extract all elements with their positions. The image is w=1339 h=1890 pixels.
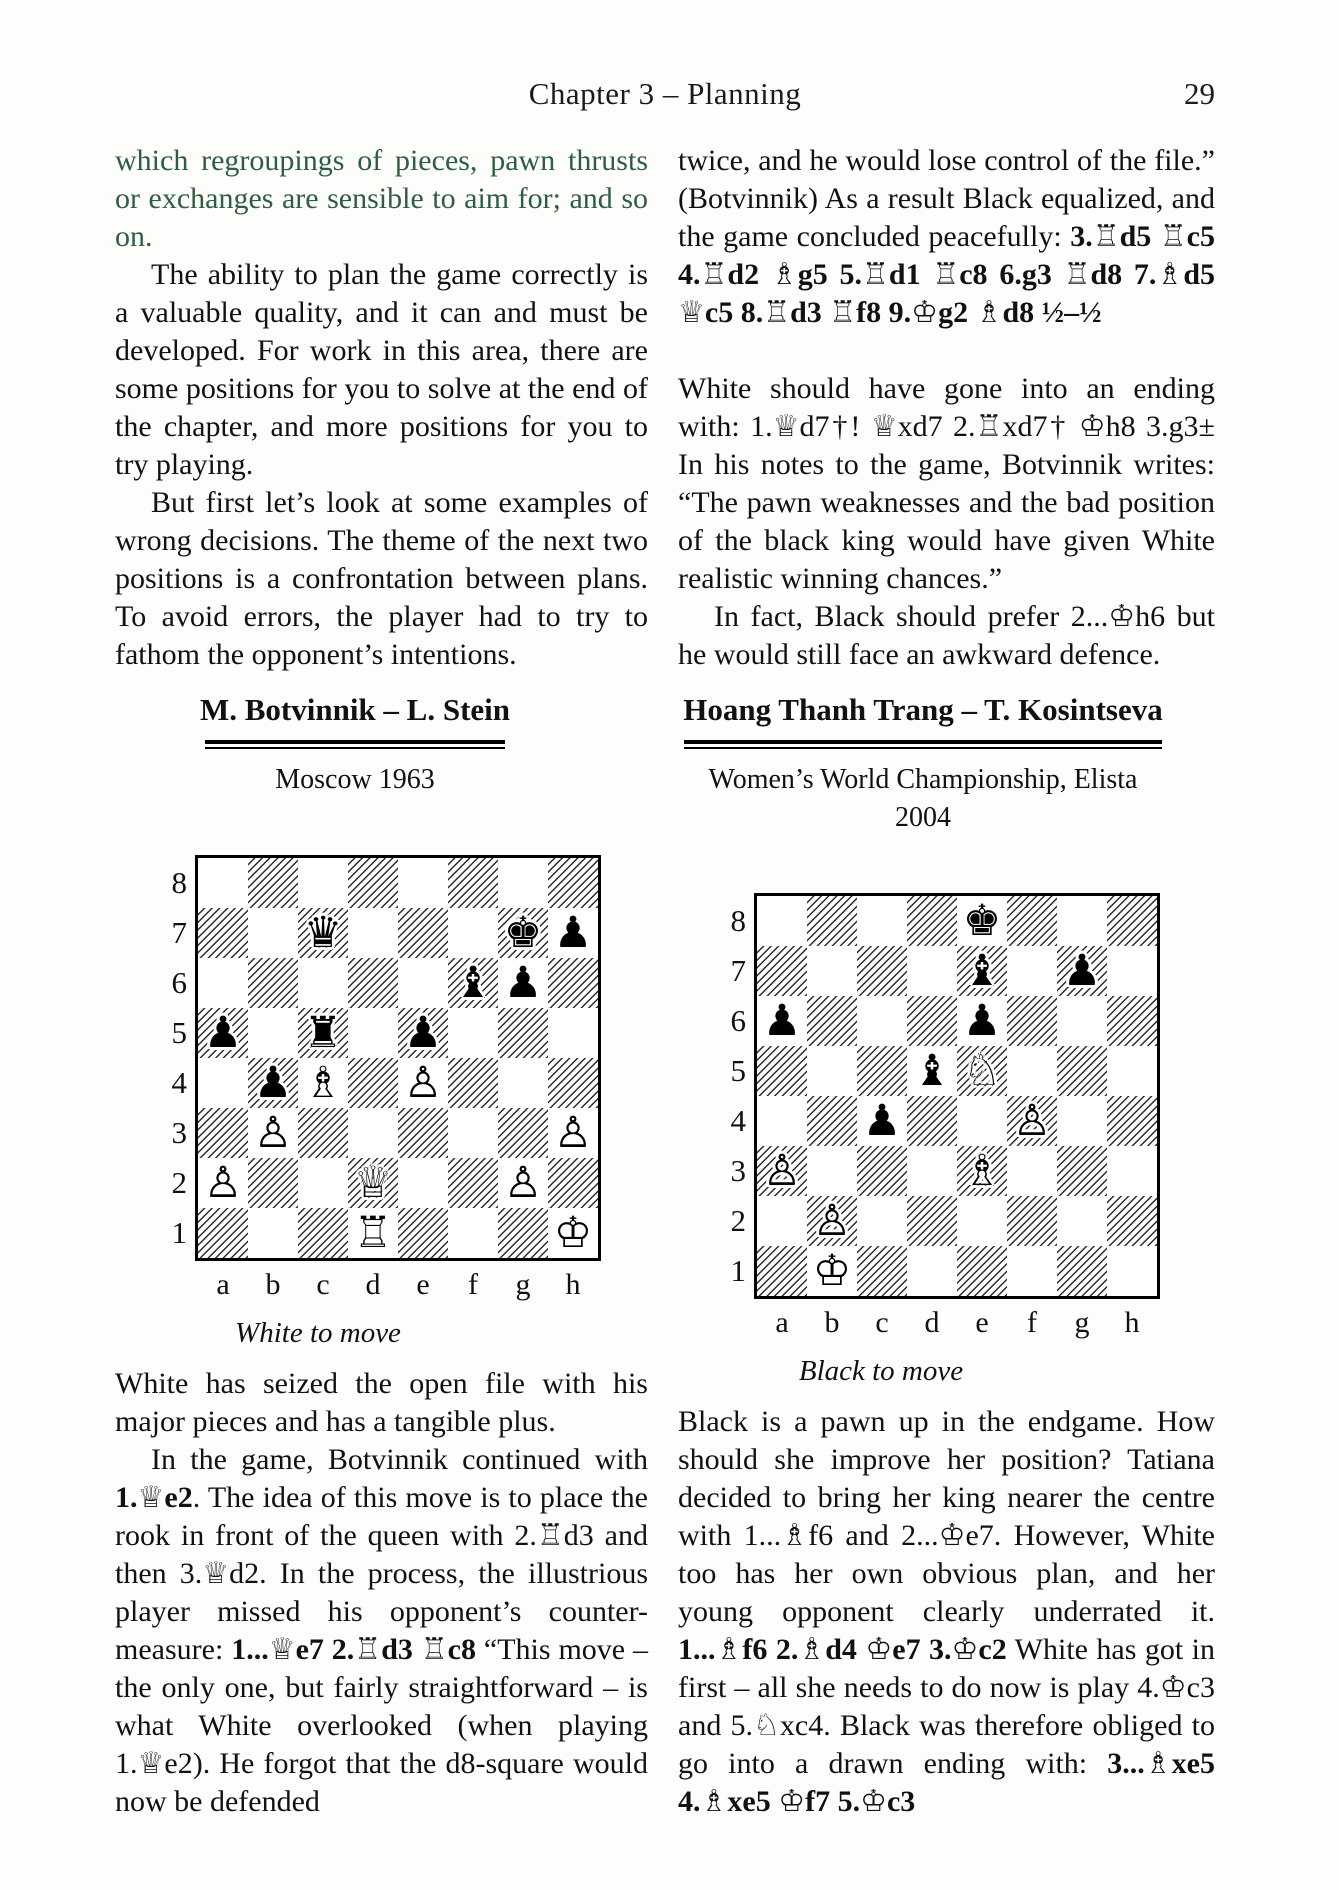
board-square: [398, 1208, 448, 1258]
board-square: [198, 1208, 248, 1258]
chess-piece-wP: ♙: [1012, 1096, 1052, 1146]
board-square: [298, 1158, 348, 1208]
body-text: The ability to plan the game correctly is a valuable quality, and it can and must be developed. For work in this area, there are some positions for you to solve at the end of the chapter, and more positions for you to try playing.: [115, 258, 648, 481]
page-number: 29: [1184, 76, 1215, 111]
board-square: [1107, 996, 1157, 1046]
board-square: [398, 1108, 448, 1158]
board-square: [807, 996, 857, 1046]
board-square: [298, 1208, 348, 1258]
board-square: [498, 958, 548, 1008]
board-square: [498, 1158, 548, 1208]
body-text: In the game, Botvinnik continued with: [151, 1443, 648, 1476]
board-square: [298, 1058, 348, 1108]
game-title: Hoang Thanh Trang – T. Kosintseva: [683, 692, 1163, 727]
file-label: a: [775, 1306, 789, 1339]
double-rule: [205, 740, 505, 749]
rank-label: 2: [171, 1165, 187, 1200]
chess-piece-bB: ♝: [912, 1046, 952, 1096]
board-square: [348, 1008, 398, 1058]
board-square: [957, 1096, 1007, 1146]
file-label: h: [1124, 1306, 1140, 1339]
board-square: [498, 908, 548, 958]
file-label: b: [824, 1306, 840, 1339]
board-square: [857, 1196, 907, 1246]
file-label: g: [515, 1268, 531, 1301]
rank-label: 5: [171, 1015, 187, 1050]
board-square: [198, 1008, 248, 1058]
board-square: [1107, 1096, 1157, 1146]
board-square: [757, 946, 807, 996]
board-square: [807, 1246, 857, 1296]
chess-board: [754, 893, 1160, 1299]
body-text: White has got in first – all she needs to do now is play 4.♔c3 and 5.♘xc4. Black was therefore obliged to go into a drawn ending with:: [678, 1633, 1215, 1780]
board-square: [348, 958, 398, 1008]
chess-piece-wP: ♙: [503, 1158, 543, 1208]
board-square: [807, 1196, 857, 1246]
board-square: [1107, 896, 1157, 946]
board-square: [248, 908, 298, 958]
body-text: . The idea of this move is to place the rook in front of the queen with 2.♖d3 and then 3.♕d2. In the process, the illustrious player missed his opponent’s counter-measure:: [115, 1481, 648, 1666]
rank-labels: [708, 896, 746, 1296]
board-square: [1057, 1096, 1107, 1146]
rank-label: 8: [171, 865, 187, 900]
board-square: [398, 908, 448, 958]
right-paragraphs-top: [678, 142, 1215, 674]
file-label: d: [365, 1268, 381, 1301]
board-square: [298, 1108, 348, 1158]
board-square: [248, 958, 298, 1008]
board-square: [957, 896, 1007, 946]
board-square: [957, 946, 1007, 996]
board-square: [198, 958, 248, 1008]
move-text: 1...♗f6 2.♗d4 ♔e7 3.♔c2: [678, 1633, 1007, 1666]
body-text: White should have gone into an ending with: 1.♕d7†! ♕xd7 2.♖xd7† ♔h8 3.g3± In his notes to the game, Botvinnik writes: “The pawn weaknesses and the bad position of the black king would have given White realistic winning chances.”: [678, 372, 1215, 595]
board-square: [907, 1246, 957, 1296]
chess-piece-wP: ♙: [812, 1196, 852, 1246]
board-square: [548, 858, 598, 908]
left-paragraphs-top: [115, 142, 648, 674]
board-square: [1107, 1246, 1157, 1296]
board-square: [1007, 946, 1057, 996]
board-square: [448, 1208, 498, 1258]
board-square: [907, 946, 957, 996]
paragraph: [115, 1441, 648, 1821]
rank-label: 3: [171, 1115, 187, 1150]
chess-piece-bP: ♟: [962, 996, 1002, 1046]
board-square: [1057, 1196, 1107, 1246]
file-label: c: [316, 1268, 330, 1301]
board-square: [807, 1146, 857, 1196]
board-square: [957, 1196, 1007, 1246]
board-square: [348, 1058, 398, 1108]
body-text: In fact, Black should prefer 2...♔h6 but he would still face an awkward defence.: [678, 600, 1215, 671]
paragraph: [115, 142, 648, 256]
board-square: [1007, 1146, 1057, 1196]
chess-piece-bB: ♝: [962, 946, 1002, 996]
rank-label: 1: [730, 1253, 746, 1288]
board-square: [498, 858, 548, 908]
board-square: [1057, 996, 1107, 1046]
chess-piece-wR: ♖: [353, 1208, 393, 1258]
board-square: [398, 858, 448, 908]
board-square: [248, 858, 298, 908]
board-square: [398, 958, 448, 1008]
board-square: [398, 1008, 448, 1058]
board-square: [398, 1058, 448, 1108]
paragraph: [678, 370, 1215, 598]
file-label: b: [265, 1268, 281, 1301]
board-square: [807, 1096, 857, 1146]
board-square: [448, 858, 498, 908]
board-square: [1007, 996, 1057, 1046]
board-square: [298, 908, 348, 958]
rank-labels: [149, 858, 187, 1258]
board-square: [1057, 946, 1107, 996]
chess-piece-bK: ♚: [503, 908, 543, 958]
board-square: [498, 1208, 548, 1258]
right-column: [678, 142, 1215, 1821]
board-square: [907, 1096, 957, 1146]
file-labels: [757, 1305, 1157, 1341]
chess-diagram: [730, 893, 1160, 1341]
board-square: [348, 1108, 398, 1158]
rank-label: 7: [730, 953, 746, 988]
rank-label: 6: [730, 1003, 746, 1038]
board-square: [248, 1058, 298, 1108]
board-square: [198, 858, 248, 908]
board-square: [448, 1108, 498, 1158]
move-text: 1.♕e2: [115, 1481, 193, 1514]
file-label: f: [1027, 1306, 1037, 1339]
rank-label: 5: [730, 1053, 746, 1088]
chess-piece-wP: ♙: [253, 1108, 293, 1158]
board-square: [1007, 1196, 1057, 1246]
board-square: [757, 1196, 807, 1246]
board-square: [248, 1008, 298, 1058]
board-square: [498, 1108, 548, 1158]
board-square: [198, 1058, 248, 1108]
chess-piece-bP: ♟: [503, 958, 543, 1008]
board-square: [348, 908, 398, 958]
board-square: [348, 1208, 398, 1258]
rank-label: 2: [730, 1203, 746, 1238]
rank-label: 3: [730, 1153, 746, 1188]
chess-piece-wB: ♗: [962, 1146, 1002, 1196]
board-square: [957, 1146, 1007, 1196]
chess-piece-wP: ♙: [553, 1108, 593, 1158]
board-square: [857, 1246, 907, 1296]
board-square: [448, 1158, 498, 1208]
chess-piece-bQ: ♛: [303, 908, 343, 958]
chess-piece-bP: ♟: [862, 1096, 902, 1146]
board-square: [857, 946, 907, 996]
double-rule: [684, 740, 1162, 749]
board-square: [298, 858, 348, 908]
board-square: [198, 1158, 248, 1208]
board-square: [1007, 1046, 1057, 1096]
chess-piece-wN: ♘: [962, 1046, 1002, 1096]
board-square: [807, 946, 857, 996]
board-square: [907, 996, 957, 1046]
board-square: [757, 996, 807, 1046]
board-square: [1107, 1046, 1157, 1096]
board-square: [907, 1196, 957, 1246]
move-text: 1...♕e7 2.♖d3 ♖c8: [231, 1633, 476, 1666]
board-square: [1107, 946, 1157, 996]
board-square: [1057, 1146, 1107, 1196]
rank-label: 8: [730, 903, 746, 938]
paragraph: [678, 142, 1215, 332]
board-square: [448, 1058, 498, 1108]
board-square: [957, 996, 1007, 1046]
chess-piece-bP: ♟: [403, 1008, 443, 1058]
chess-piece-bP: ♟: [1062, 946, 1102, 996]
chess-piece-wP: ♙: [403, 1058, 443, 1108]
board-square: [498, 1058, 548, 1108]
rank-label: 4: [171, 1065, 187, 1100]
chess-diagram: [171, 855, 601, 1303]
file-label: e: [416, 1268, 430, 1301]
file-labels: [198, 1267, 598, 1303]
board-square: [1057, 1046, 1107, 1096]
board-square: [857, 1046, 907, 1096]
board-square: [807, 1046, 857, 1096]
file-label: h: [565, 1268, 581, 1301]
chess-piece-bP: ♟: [203, 1008, 243, 1058]
board-square: [857, 1146, 907, 1196]
board-square: [498, 1008, 548, 1058]
chess-piece-wB: ♗: [303, 1058, 343, 1108]
left-paragraphs-bottom: [115, 1365, 648, 1821]
board-square: [548, 1008, 598, 1058]
file-label: d: [924, 1306, 940, 1339]
game-header: [678, 690, 1168, 837]
paragraph: [115, 484, 648, 674]
chess-board: [195, 855, 601, 1261]
page-header: [115, 76, 1215, 116]
board-square: [957, 1046, 1007, 1096]
board-square: [907, 1046, 957, 1096]
board-square: [757, 1046, 807, 1096]
board-square: [548, 1108, 598, 1158]
board-square: [757, 1146, 807, 1196]
chess-piece-wP: ♙: [203, 1158, 243, 1208]
board-square: [248, 1158, 298, 1208]
chess-piece-wK: ♔: [553, 1208, 593, 1258]
chess-piece-bB: ♝: [453, 958, 493, 1008]
board-square: [757, 896, 807, 946]
body-text: But first let’s look at some examples of wrong decisions. The theme of the next two positions is a confrontation between plans. To avoid errors, the player had to try to fathom the opponent’s intentions.: [115, 486, 648, 671]
board-caption: White to move: [235, 1317, 401, 1349]
board-square: [757, 1246, 807, 1296]
board-square: [298, 1008, 348, 1058]
chess-piece-bP: ♟: [553, 908, 593, 958]
file-label: e: [975, 1306, 989, 1339]
board-square: [1007, 1096, 1057, 1146]
board-square: [448, 908, 498, 958]
rank-label: 6: [171, 965, 187, 1000]
board-square: [1057, 896, 1107, 946]
file-label: a: [216, 1268, 230, 1301]
board-square: [1057, 1246, 1107, 1296]
board-square: [757, 1096, 807, 1146]
board-square: [198, 1108, 248, 1158]
body-text: “This move – the only one, but fairly straightforward – is what White overlooked (when playing 1.♕e2). He forgot that the d8-square would now be defended: [115, 1633, 649, 1818]
chess-piece-bP: ♟: [253, 1058, 293, 1108]
board-square: [548, 1158, 598, 1208]
right-paragraphs-bottom: [678, 1403, 1215, 1821]
game-venue: Women’s World Championship, Elista 2004: [708, 764, 1138, 833]
board-square: [448, 1008, 498, 1058]
move-text: 3...♗xe5 4.♗xe5 ♔f7 5.♔c3: [678, 1747, 1215, 1818]
move-text: 3.♖d5 ♖c5 4.♖d2 ♗g5 5.♖d1 ♖c8 6.g3 ♖d8 7.♗d5 ♕c5 8.♖d3 ♖f8 9.♔g2 ♗d8 ½–½: [678, 220, 1216, 329]
file-label: c: [875, 1306, 889, 1339]
body-text: White has seized the open file with his major pieces and has a tangible plus.: [115, 1367, 648, 1438]
body-text: Black is a pawn up in the endgame. How should she improve her position? Tatiana decided to bring her king nearer the centre with 1...♗f6 and 2...♔e7. However, White too has her own obvious plan, and her young opponent clearly underrated it.: [678, 1405, 1215, 1628]
board-square: [548, 1208, 598, 1258]
paragraph: [115, 1365, 648, 1441]
board-square: [198, 908, 248, 958]
board-square: [248, 1108, 298, 1158]
chapter-title: Chapter 3 – Planning: [528, 76, 802, 111]
board-square: [907, 896, 957, 946]
chess-piece-wQ: ♕: [353, 1158, 393, 1208]
board-square: [548, 908, 598, 958]
board-square: [548, 958, 598, 1008]
board-square: [298, 958, 348, 1008]
rank-label: 1: [171, 1215, 187, 1250]
chess-piece-bK: ♚: [962, 896, 1002, 946]
board-square: [448, 958, 498, 1008]
board-square: [1107, 1146, 1157, 1196]
board-caption: Black to move: [798, 1355, 964, 1387]
board-square: [1007, 896, 1057, 946]
file-label: f: [468, 1268, 478, 1301]
board-square: [1107, 1196, 1157, 1246]
board-square: [248, 1208, 298, 1258]
board-square: [857, 996, 907, 1046]
left-column: [115, 142, 648, 1821]
board-square: [398, 1158, 448, 1208]
board-square: [1007, 1246, 1057, 1296]
chess-piece-wK: ♔: [812, 1246, 852, 1296]
board-square: [907, 1146, 957, 1196]
paragraph: [115, 256, 648, 484]
board-square: [548, 1058, 598, 1108]
board-square: [348, 1158, 398, 1208]
chess-piece-bR: ♜: [303, 1008, 343, 1058]
chess-piece-wP: ♙: [762, 1146, 802, 1196]
body-text: which regroupings of pieces, pawn thrusts or exchanges are sensible to aim for; and so on.: [115, 144, 648, 253]
game-title: M. Botvinnik – L. Stein: [199, 692, 511, 727]
board-square: [857, 1096, 907, 1146]
file-label: g: [1074, 1306, 1090, 1339]
rank-label: 4: [730, 1103, 746, 1138]
game-header: [115, 690, 595, 799]
board-square: [957, 1246, 1007, 1296]
paragraph: [678, 1403, 1215, 1821]
rank-label: 7: [171, 915, 187, 950]
board-square: [348, 858, 398, 908]
board-square: [807, 896, 857, 946]
game-venue: Moscow 1963: [275, 764, 435, 795]
body-text: twice, and he would lose control of the file.” (Botvinnik) As a result Black equalized, and the game concluded peacefully:: [678, 144, 1215, 253]
chess-piece-bP: ♟: [762, 996, 802, 1046]
board-square: [857, 896, 907, 946]
paragraph: [678, 598, 1215, 674]
